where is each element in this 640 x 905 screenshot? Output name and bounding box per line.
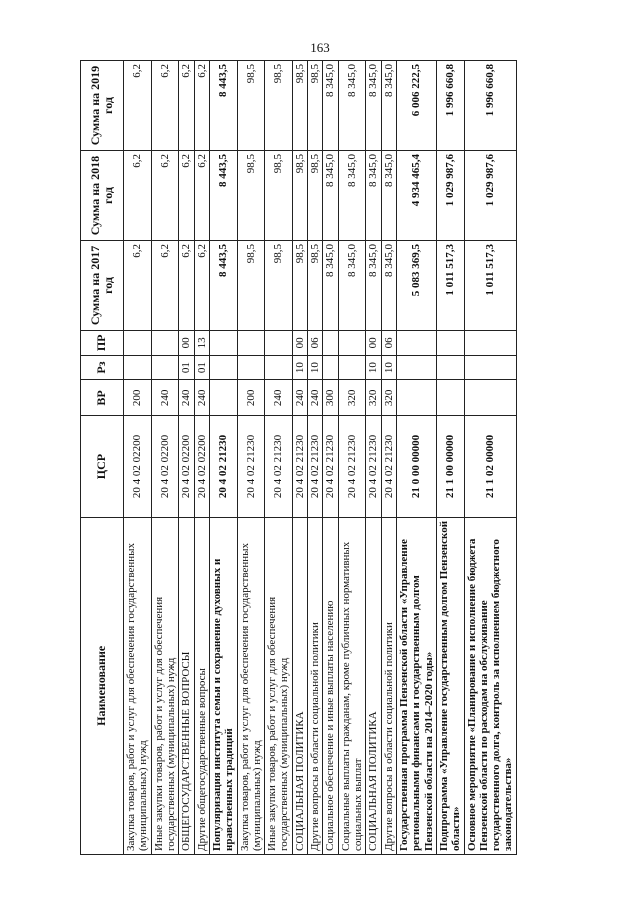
cell-pr: 06 — [308, 330, 323, 355]
cell-rz — [209, 355, 237, 380]
cell-rz — [338, 355, 366, 380]
cell-csr: 20 4 02 21230 — [237, 416, 265, 517]
cell-sum-2019: 6 006 222,5 — [396, 61, 436, 151]
cell-pr: 13 — [194, 330, 209, 355]
cell-sum-2018: 8 443,5 — [209, 151, 237, 241]
cell-sum-2017: 8 443,5 — [209, 240, 237, 330]
table-row — [179, 61, 194, 855]
header-rz: Рз — [81, 355, 124, 380]
cell-sum-2017: 5 083 369,5 — [396, 240, 436, 330]
cell-rz: 01 — [194, 355, 209, 380]
cell-name: Закупка товаров, работ и услуг для обеспечения государственных (муниципальных) нужд — [124, 517, 152, 854]
cell-sum-2018: 8 345,0 — [338, 151, 366, 241]
cell-csr: 20 4 02 21230 — [366, 416, 381, 517]
cell-pr — [323, 330, 338, 355]
cell-sum-2017: 6,2 — [179, 240, 194, 330]
cell-vr: 320 — [366, 380, 381, 416]
cell-sum-2019: 8 345,0 — [381, 61, 396, 151]
cell-sum-2019: 98,5 — [237, 61, 265, 151]
cell-sum-2017: 98,5 — [292, 240, 307, 330]
table-row — [436, 61, 464, 855]
cell-csr: 21 0 00 00000 — [396, 416, 436, 517]
cell-vr: 200 — [124, 380, 152, 416]
cell-sum-2017: 8 345,0 — [381, 240, 396, 330]
header-sum-2019: Сумма на 2019 год — [81, 61, 124, 151]
table-row — [292, 61, 307, 855]
cell-name: Государственная программа Пензенской области «Управление региональными финансами и государственным долгом Пензенской области на 2014–2020 годы» — [396, 517, 436, 854]
table-row — [237, 61, 265, 855]
rotated-table-area — [80, 60, 580, 855]
cell-name: Другие вопросы в области социальной политики — [381, 517, 396, 854]
cell-sum-2019: 8 345,0 — [323, 61, 338, 151]
cell-sum-2019: 1 996 660,8 — [464, 61, 516, 151]
cell-sum-2018: 8 345,0 — [366, 151, 381, 241]
cell-sum-2017: 98,5 — [308, 240, 323, 330]
cell-pr — [464, 330, 516, 355]
cell-pr: 06 — [381, 330, 396, 355]
cell-sum-2017: 98,5 — [265, 240, 293, 330]
cell-sum-2018: 1 029 987,6 — [464, 151, 516, 241]
cell-csr: 20 4 02 21230 — [323, 416, 338, 517]
cell-vr — [464, 380, 516, 416]
cell-sum-2017: 1 011 517,3 — [436, 240, 464, 330]
table-row — [151, 61, 179, 855]
cell-vr: 240 — [308, 380, 323, 416]
cell-sum-2018: 98,5 — [308, 151, 323, 241]
cell-name: Закупка товаров, работ и услуг для обеспечения государственных (муниципальных) нужд — [237, 517, 265, 854]
cell-vr: 300 — [323, 380, 338, 416]
cell-sum-2019: 98,5 — [308, 61, 323, 151]
cell-rz — [323, 355, 338, 380]
header-sum-2017: Сумма на 2017 год — [81, 240, 124, 330]
cell-name: Социальные выплаты гражданам, кроме публичных нормативных социальных выплат — [338, 517, 366, 854]
cell-vr: 320 — [381, 380, 396, 416]
cell-rz: 10 — [292, 355, 307, 380]
cell-pr — [124, 330, 152, 355]
cell-pr — [209, 330, 237, 355]
cell-rz — [436, 355, 464, 380]
cell-sum-2017: 98,5 — [237, 240, 265, 330]
cell-csr: 21 1 02 00000 — [464, 416, 516, 517]
table-row — [464, 61, 516, 855]
cell-vr: 240 — [151, 380, 179, 416]
cell-rz — [151, 355, 179, 380]
cell-sum-2019: 8 443,5 — [209, 61, 237, 151]
cell-sum-2018: 1 029 987,6 — [436, 151, 464, 241]
cell-pr: 00 — [366, 330, 381, 355]
rotated-table-container — [80, 60, 580, 855]
cell-sum-2018: 8 345,0 — [323, 151, 338, 241]
cell-rz — [265, 355, 293, 380]
cell-name: Другие общегосударственные вопросы — [194, 517, 209, 854]
cell-pr — [396, 330, 436, 355]
cell-name: СОЦИАЛЬНАЯ ПОЛИТИКА — [292, 517, 307, 854]
cell-sum-2018: 6,2 — [124, 151, 152, 241]
cell-sum-2018: 98,5 — [265, 151, 293, 241]
cell-pr — [338, 330, 366, 355]
table-row — [308, 61, 323, 855]
cell-vr: 240 — [292, 380, 307, 416]
cell-name: Иные закупки товаров, работ и услуг для обеспечения государственных (муниципальных) нужд — [265, 517, 293, 854]
budget-table — [80, 60, 517, 855]
cell-rz: 01 — [179, 355, 194, 380]
cell-sum-2018: 6,2 — [151, 151, 179, 241]
cell-sum-2017: 8 345,0 — [323, 240, 338, 330]
cell-name: Подпрограмма «Управление государственным долгом Пензенской области» — [436, 517, 464, 854]
header-name: Наименование — [81, 517, 124, 854]
cell-vr: 320 — [338, 380, 366, 416]
cell-csr: 20 4 02 02200 — [194, 416, 209, 517]
cell-name: Иные закупки товаров, работ и услуг для обеспечения государственных (муниципальных) нужд — [151, 517, 179, 854]
cell-name: Популяризация института семьи и сохранение духовных и нравственных традиций — [209, 517, 237, 854]
table-row — [338, 61, 366, 855]
cell-sum-2019: 1 996 660,8 — [436, 61, 464, 151]
table-body — [124, 61, 517, 855]
cell-csr: 20 4 02 21230 — [338, 416, 366, 517]
cell-sum-2019: 8 345,0 — [338, 61, 366, 151]
cell-sum-2018: 98,5 — [292, 151, 307, 241]
cell-vr: 240 — [179, 380, 194, 416]
cell-sum-2017: 6,2 — [151, 240, 179, 330]
cell-sum-2018: 8 345,0 — [381, 151, 396, 241]
cell-rz: 10 — [366, 355, 381, 380]
cell-pr — [237, 330, 265, 355]
page-number: 163 — [310, 40, 330, 55]
cell-sum-2019: 98,5 — [265, 61, 293, 151]
cell-name: СОЦИАЛЬНАЯ ПОЛИТИКА — [366, 517, 381, 854]
cell-csr: 20 4 02 21230 — [209, 416, 237, 517]
cell-pr — [436, 330, 464, 355]
table-header-row — [81, 61, 124, 855]
table-row — [366, 61, 381, 855]
table-row — [381, 61, 396, 855]
cell-sum-2018: 4 934 465,4 — [396, 151, 436, 241]
cell-sum-2017: 8 345,0 — [366, 240, 381, 330]
cell-sum-2017: 6,2 — [124, 240, 152, 330]
cell-rz — [124, 355, 152, 380]
cell-csr: 20 4 02 02200 — [151, 416, 179, 517]
cell-pr: 00 — [292, 330, 307, 355]
header-vr: ВР — [81, 380, 124, 416]
header-sum-2018: Сумма на 2018 год — [81, 151, 124, 241]
cell-rz: 10 — [381, 355, 396, 380]
cell-sum-2018: 6,2 — [194, 151, 209, 241]
cell-rz — [237, 355, 265, 380]
cell-csr: 20 4 02 02200 — [124, 416, 152, 517]
cell-vr — [209, 380, 237, 416]
cell-vr: 240 — [265, 380, 293, 416]
table-row — [194, 61, 209, 855]
header-csr: ЦСР — [81, 416, 124, 517]
cell-vr — [436, 380, 464, 416]
cell-csr: 20 4 02 21230 — [381, 416, 396, 517]
header-pr: ПР — [81, 330, 124, 355]
cell-name: ОБЩЕГОСУДАРСТВЕННЫЕ ВОПРОСЫ — [179, 517, 194, 854]
cell-csr: 20 4 02 21230 — [265, 416, 293, 517]
cell-name: Социальное обеспечение и иные выплаты населению — [323, 517, 338, 854]
table-row — [265, 61, 293, 855]
cell-sum-2017: 8 345,0 — [338, 240, 366, 330]
cell-vr: 240 — [194, 380, 209, 416]
cell-vr: 200 — [237, 380, 265, 416]
table-row — [323, 61, 338, 855]
cell-csr: 20 4 02 21230 — [308, 416, 323, 517]
cell-rz — [396, 355, 436, 380]
cell-name: Другие вопросы в области социальной политики — [308, 517, 323, 854]
cell-sum-2019: 6,2 — [124, 61, 152, 151]
table-row — [396, 61, 436, 855]
cell-csr: 20 4 02 02200 — [179, 416, 194, 517]
cell-rz — [464, 355, 516, 380]
cell-sum-2018: 98,5 — [237, 151, 265, 241]
cell-vr — [396, 380, 436, 416]
cell-csr: 20 4 02 21230 — [292, 416, 307, 517]
table-row — [209, 61, 237, 855]
cell-pr: 00 — [179, 330, 194, 355]
cell-sum-2019: 6,2 — [194, 61, 209, 151]
cell-pr — [151, 330, 179, 355]
table-row — [124, 61, 152, 855]
cell-pr — [265, 330, 293, 355]
cell-sum-2019: 6,2 — [151, 61, 179, 151]
cell-sum-2019: 8 345,0 — [366, 61, 381, 151]
cell-sum-2017: 6,2 — [194, 240, 209, 330]
cell-sum-2018: 6,2 — [179, 151, 194, 241]
cell-csr: 21 1 00 00000 — [436, 416, 464, 517]
cell-sum-2019: 6,2 — [179, 61, 194, 151]
cell-sum-2017: 1 011 517,3 — [464, 240, 516, 330]
cell-name: Основное мероприятие «Планирование и исполнение бюджета Пензенской области по расходам на обслуживание государственного долга, контроль за исполнением бюджетного законодательства» — [464, 517, 516, 854]
cell-sum-2019: 98,5 — [292, 61, 307, 151]
cell-rz: 10 — [308, 355, 323, 380]
